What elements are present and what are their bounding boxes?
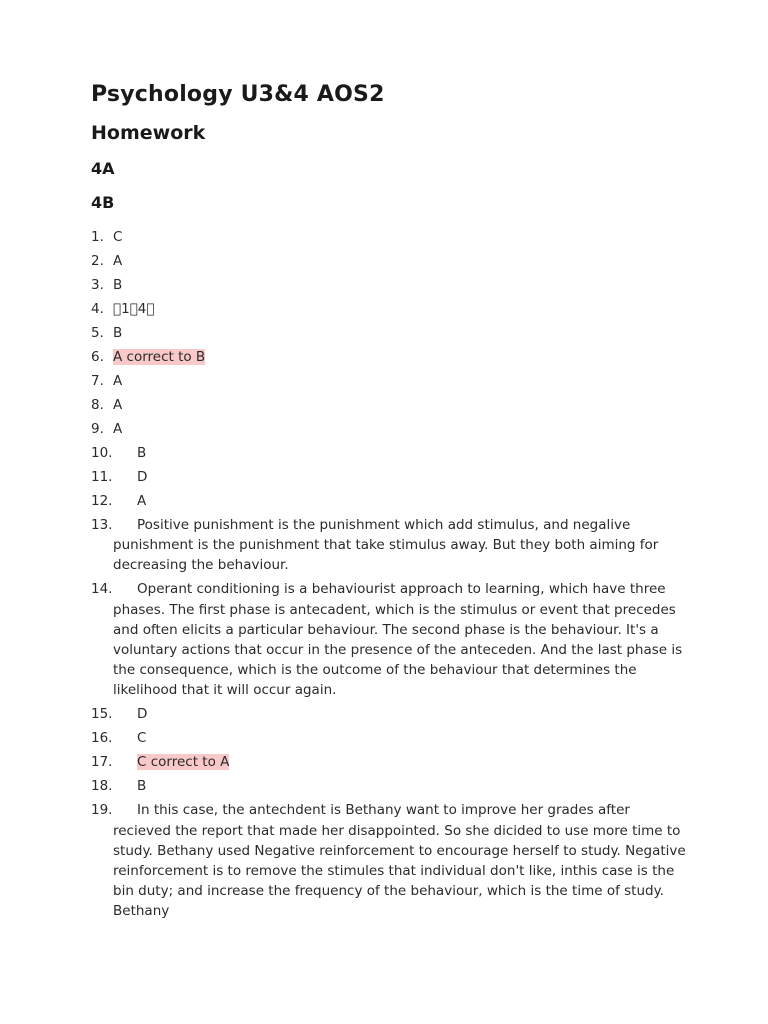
list-item bbox=[91, 227, 691, 247]
document-subtitle: Homework bbox=[91, 122, 206, 144]
item-text: Operant conditioning is a behaviourist approach to learning, which have three phases. The first phase is antecadent, which is the stimulus or event that precedes and often elicits a particular behaviour. The second phase is the behaviour. It's a voluntary actions that occur in the presence of the anteceden. And the last phase is the consequence, which is the outcome of the behaviour that determines the likelihood that it will occur again. bbox=[113, 581, 683, 699]
list-item bbox=[91, 704, 691, 724]
item-text: C bbox=[137, 730, 147, 747]
section-heading-4a: 4A bbox=[91, 159, 115, 178]
item-text: In this case, the antechdent is Bethany want to improve her grades after recieved the report that made her disappointed. So she dicided to use more time to study. Bethany used Negative reinforcement to encourage herself to study. Negative reinforcement is to remove the stimules that individual don't like, inthis case is the bin duty; and increase the frequency of the behaviour, which is the time of study. Bethany bbox=[113, 802, 686, 920]
item-number: 13. bbox=[91, 517, 113, 533]
list-item bbox=[91, 323, 691, 343]
item-number: 3. bbox=[91, 277, 104, 293]
item-number: 15. bbox=[91, 706, 113, 723]
list-item bbox=[91, 299, 691, 319]
list-item bbox=[91, 467, 691, 487]
item-number: 18. bbox=[91, 778, 113, 795]
section-heading-4b: 4B bbox=[91, 193, 115, 212]
item-text: B bbox=[137, 445, 147, 461]
list-item bbox=[91, 419, 691, 439]
item-text: Positive punishment is the punishment which add stimulus, and negalive punishment is the punishment that take stimulus away. But they both aiming for decreasing the behaviour. bbox=[113, 517, 659, 574]
list-item bbox=[91, 515, 691, 576]
item-text: A bbox=[113, 373, 123, 389]
item-text:  1 4  bbox=[113, 301, 155, 317]
item-text: D bbox=[137, 706, 148, 723]
item-number: 4. bbox=[91, 301, 104, 317]
list-item bbox=[91, 251, 691, 271]
item-number: 1. bbox=[91, 229, 104, 245]
document-title: Psychology U3&4 AOS2 bbox=[91, 82, 385, 107]
list-item bbox=[91, 395, 691, 415]
item-number: 12. bbox=[91, 493, 113, 509]
list-item bbox=[91, 776, 691, 796]
item-number: 11. bbox=[91, 469, 113, 485]
item-number: 16. bbox=[91, 730, 113, 747]
list-item bbox=[91, 491, 691, 511]
item-text: A bbox=[113, 421, 123, 437]
list-item bbox=[91, 347, 691, 367]
list-item bbox=[91, 443, 691, 463]
item-text: C bbox=[113, 229, 123, 245]
document-page bbox=[91, 80, 691, 925]
item-text: B bbox=[113, 325, 123, 341]
answer-list bbox=[91, 227, 691, 922]
item-text: A bbox=[113, 253, 123, 269]
item-text: A bbox=[137, 493, 147, 509]
item-number: 8. bbox=[91, 397, 104, 413]
item-number: 2. bbox=[91, 253, 104, 269]
item-text: B bbox=[137, 778, 147, 795]
item-text: B bbox=[113, 277, 123, 293]
item-number: 17. bbox=[91, 754, 113, 771]
highlighted-correction: C correct to A bbox=[137, 754, 230, 771]
item-number: 7. bbox=[91, 373, 104, 389]
item-text: D bbox=[137, 469, 148, 485]
list-item bbox=[91, 728, 691, 748]
highlighted-correction: A correct to B bbox=[113, 349, 206, 365]
item-number: 9. bbox=[91, 421, 104, 437]
item-number: 5. bbox=[91, 325, 104, 341]
item-number: 14. bbox=[91, 581, 113, 598]
item-number: 10. bbox=[91, 445, 113, 461]
list-item bbox=[91, 752, 691, 772]
item-number: 6. bbox=[91, 349, 104, 365]
item-number: 19. bbox=[91, 802, 113, 819]
list-item bbox=[91, 275, 691, 295]
list-item bbox=[91, 579, 691, 700]
item-text: A bbox=[113, 397, 123, 413]
list-item bbox=[91, 371, 691, 391]
list-item bbox=[91, 800, 691, 921]
